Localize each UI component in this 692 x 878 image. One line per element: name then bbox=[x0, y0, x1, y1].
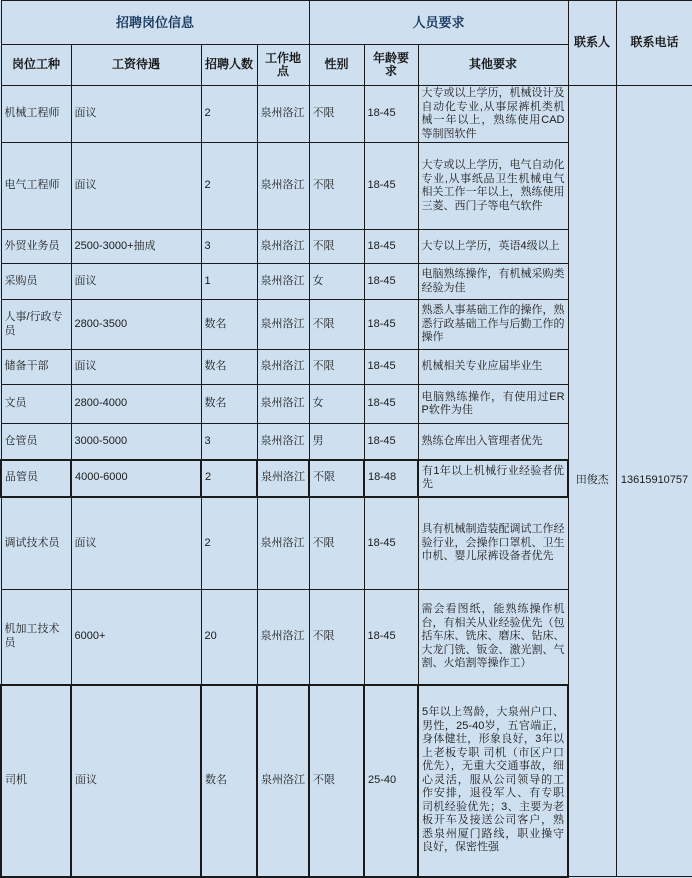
contact-person-cell: 田俊杰 bbox=[568, 86, 616, 877]
cell-age: 18-45 bbox=[364, 350, 418, 385]
cell-position: 机械工程师 bbox=[1, 86, 71, 143]
cell-other-requirements: 大专或以上学历，机械设计及自动化专业,从事尿裤机类机械一年以上，熟练使用CAD等制图软件 bbox=[418, 86, 568, 143]
cell-position: 品管员 bbox=[1, 460, 71, 497]
cell-position: 机加工技术员 bbox=[1, 590, 71, 685]
header-contact-phone: 联系电话 bbox=[616, 1, 692, 86]
cell-location: 泉州洛江 bbox=[257, 86, 309, 143]
cell-position: 采购员 bbox=[1, 264, 71, 300]
cell-position: 外贸业务员 bbox=[1, 230, 71, 264]
cell-count: 3 bbox=[201, 424, 257, 460]
header-gender: 性别 bbox=[309, 45, 364, 86]
table-header bbox=[1, 1, 692, 86]
cell-age: 18-45 bbox=[364, 497, 418, 590]
cell-position: 仓管员 bbox=[1, 424, 71, 460]
cell-age: 25-40 bbox=[364, 685, 418, 877]
cell-other-requirements: 机械相关专业应届毕业生 bbox=[418, 350, 568, 385]
cell-gender: 不限 bbox=[309, 300, 364, 350]
cell-other-requirements: 具有机械制造装配调试工作经验行业，会操作口罩机、卫生巾机、婴儿尿裤设备者优先 bbox=[418, 497, 568, 590]
cell-location: 泉州洛江 bbox=[257, 497, 309, 590]
cell-gender: 女 bbox=[309, 385, 364, 424]
cell-gender: 不限 bbox=[309, 497, 364, 590]
cell-salary: 面议 bbox=[71, 350, 201, 385]
cell-gender: 不限 bbox=[309, 86, 364, 143]
cell-count: 2 bbox=[201, 460, 257, 497]
cell-salary: 2500-3000+抽成 bbox=[71, 230, 201, 264]
cell-salary: 4000-6000 bbox=[71, 460, 201, 497]
header-salary: 工资待遇 bbox=[71, 45, 201, 86]
cell-gender: 不限 bbox=[309, 590, 364, 685]
cell-count: 2 bbox=[201, 143, 257, 230]
cell-location: 泉州洛江 bbox=[257, 424, 309, 460]
cell-location: 泉州洛江 bbox=[257, 143, 309, 230]
cell-age: 18-48 bbox=[364, 460, 418, 497]
cell-count: 2 bbox=[201, 497, 257, 590]
cell-position: 调试技术员 bbox=[1, 497, 71, 590]
cell-gender: 不限 bbox=[309, 460, 364, 497]
cell-count: 3 bbox=[201, 230, 257, 264]
group-header-row bbox=[1, 1, 692, 45]
cell-salary: 面议 bbox=[71, 497, 201, 590]
cell-gender: 男 bbox=[309, 424, 364, 460]
cell-salary: 3000-5000 bbox=[71, 424, 201, 460]
cell-age: 18-45 bbox=[364, 264, 418, 300]
cell-count: 2 bbox=[201, 86, 257, 143]
cell-gender: 不限 bbox=[309, 350, 364, 385]
cell-position: 司机 bbox=[1, 685, 71, 877]
cell-position: 文员 bbox=[1, 385, 71, 424]
cell-age: 18-45 bbox=[364, 590, 418, 685]
cell-other-requirements: 有1年以上机械行业经验者优先 bbox=[418, 460, 568, 497]
cell-other-requirements: 熟悉人事基础工作的操作，熟悉行政基础工作与后勤工作的操作 bbox=[418, 300, 568, 350]
cell-salary: 2800-4000 bbox=[71, 385, 201, 424]
cell-location: 泉州洛江 bbox=[257, 350, 309, 385]
cell-count: 数名 bbox=[201, 385, 257, 424]
cell-location: 泉州洛江 bbox=[257, 230, 309, 264]
contact-phone-cell: 13615910757 bbox=[616, 86, 692, 877]
cell-location: 泉州洛江 bbox=[257, 460, 309, 497]
cell-position: 储备干部 bbox=[1, 350, 71, 385]
cell-count: 1 bbox=[201, 264, 257, 300]
cell-other-requirements: 熟练仓库出入管理者优先 bbox=[418, 424, 568, 460]
cell-count: 数名 bbox=[201, 300, 257, 350]
cell-age: 18-45 bbox=[364, 385, 418, 424]
cell-salary: 2800-3500 bbox=[71, 300, 201, 350]
cell-salary: 面议 bbox=[71, 685, 201, 877]
cell-salary: 面议 bbox=[71, 264, 201, 300]
cell-age: 18-45 bbox=[364, 143, 418, 230]
cell-other-requirements: 大专或以上学历，电气自动化专业,从事纸品卫生机械电气相关工作一年以上，熟练使用三菱、西门子等电气软件 bbox=[418, 143, 568, 230]
cell-gender: 女 bbox=[309, 264, 364, 300]
cell-count: 20 bbox=[201, 590, 257, 685]
cell-gender: 不限 bbox=[309, 230, 364, 264]
cell-salary: 6000+ bbox=[71, 590, 201, 685]
cell-other-requirements: 电脑熟练操作，有机械采购类经验为佳 bbox=[418, 264, 568, 300]
cell-other-requirements: 需会看图纸，能熟练操作机台，有相关从业经验优先（包括车床、铣床、磨床、钻床、大龙门铣、钣金、激光割、气割、火焰割等操作工） bbox=[418, 590, 568, 685]
cell-count: 数名 bbox=[201, 685, 257, 877]
header-count: 招聘人数 bbox=[201, 45, 257, 86]
header-requirements: 人员要求 bbox=[309, 1, 568, 45]
cell-salary: 面议 bbox=[71, 86, 201, 143]
cell-other-requirements: 大专以上学历，英语4级以上 bbox=[418, 230, 568, 264]
cell-location: 泉州洛江 bbox=[257, 300, 309, 350]
cell-age: 18-45 bbox=[364, 300, 418, 350]
cell-age: 18-45 bbox=[364, 230, 418, 264]
cell-gender: 不限 bbox=[309, 143, 364, 230]
cell-age: 18-45 bbox=[364, 86, 418, 143]
cell-salary: 面议 bbox=[71, 143, 201, 230]
cell-other-requirements: 电脑熟练操作，有使用过ERP软件为佳 bbox=[418, 385, 568, 424]
cell-other-requirements: 5年以上驾龄，大泉州户口、男性，25-40岁，五官端正，身体健壮，形象良好，3年以上老板专职 司机（市区户口优先），无重大交通事故，细心灵活，服从公司领导的工作安排，退役军人、有专职司机经验优先；3、主要为老板开车及接送公司客户，熟悉泉州厦门路线，职业操守良好，保密性强 bbox=[418, 685, 568, 877]
header-other: 其他要求 bbox=[418, 45, 568, 86]
header-job-info: 招聘岗位信息 bbox=[1, 1, 309, 45]
header-location: 工作地点 bbox=[257, 45, 309, 86]
header-position: 岗位工种 bbox=[1, 45, 71, 86]
cell-location: 泉州洛江 bbox=[257, 685, 309, 877]
cell-age: 18-45 bbox=[364, 424, 418, 460]
cell-count: 数名 bbox=[201, 350, 257, 385]
cell-position: 电气工程师 bbox=[1, 143, 71, 230]
header-contact-person: 联系人 bbox=[568, 1, 616, 86]
cell-position: 人事/行政专员 bbox=[1, 300, 71, 350]
table-row bbox=[1, 86, 692, 143]
cell-location: 泉州洛江 bbox=[257, 264, 309, 300]
header-age: 年龄要求 bbox=[364, 45, 418, 86]
cell-location: 泉州洛江 bbox=[257, 385, 309, 424]
table-body bbox=[1, 86, 692, 877]
cell-gender: 不限 bbox=[309, 685, 364, 877]
cell-location: 泉州洛江 bbox=[257, 590, 309, 685]
